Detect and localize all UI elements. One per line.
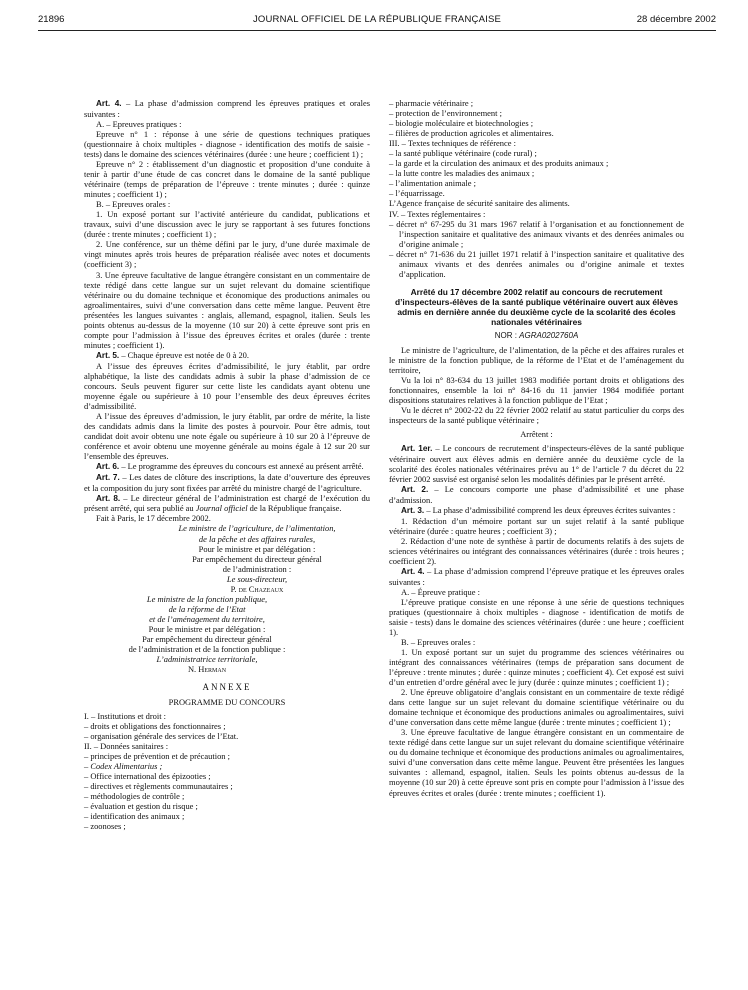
signature-line: Le ministre de l’agriculture, de l’alimentation, — [178, 523, 336, 534]
list-item: – Codex Alimentarius ; — [84, 761, 163, 772]
list-item: – biologie moléculaire et biotechnologies ; — [389, 118, 534, 129]
signature-block-1 — [84, 523, 370, 593]
paragraph: 1. Un exposé portant sur l’activité antérieure du candidat, publications et travaux, suivi d’une discussion avec le jury se rapportant à ses futures fonctions (durée : trente minutes ; coefficient 1) ; — [84, 209, 370, 240]
article-label: Art. 1er. — [401, 444, 433, 454]
signature-line: Le ministre de la fonction publique, — [146, 593, 268, 604]
section-heading: B. – Epreuves orales : — [401, 636, 476, 647]
list-item: – l’alimentation animale ; — [389, 178, 476, 189]
article-label: Art. 3. — [401, 505, 425, 515]
list-item: – décret n° 71-636 du 21 juillet 1971 relatif à l’inspection sanitaire et qualitative des animaux vivants et des denrées animales ou d’origine animale et textes d’application. — [389, 248, 684, 279]
article-text: – Le programme des épreuves du concours est annexé au présent arrêté. — [119, 461, 364, 472]
list-item: – pharmacie vétérinaire ; — [389, 98, 474, 108]
signature-line: Par empêchement du directeur général — [142, 634, 272, 644]
signature-date: Fait à Paris, le 17 décembre 2002. — [96, 513, 211, 524]
list-item: – protection de l’environnement ; — [389, 108, 502, 119]
arretent: Arrêtent : — [520, 429, 553, 440]
list — [389, 148, 684, 198]
signature-line: et de l’aménagement du territoire, — [149, 613, 265, 624]
article-text: – La phase d’admission comprend l’épreuve pratique et les épreuves orales suivantes : — [389, 565, 684, 587]
article-text: de la République française. — [247, 503, 342, 514]
article-label: Art. 4. — [401, 566, 425, 576]
nor-code: AGRA0202760A — [519, 331, 579, 341]
section-heading: III. – Textes techniques de référence : — [389, 138, 516, 149]
list-item: – zoonoses ; — [84, 821, 126, 832]
article-label: Art. 5. — [96, 350, 120, 360]
signature-line: de la réforme de l’Etat — [168, 603, 246, 614]
list — [84, 721, 370, 741]
article-text: – Le concours comporte une phase d’admissibilité et une phase d’admission. — [389, 483, 684, 505]
paragraph: 2. Rédaction d’une note de synthèse à partir de documents relatifs à des sujets de sciences vétérinaires ou intégrant des connaissances vétérinaires (durée : trois heures ; coefficient 2). — [389, 535, 684, 566]
list-item: – identification des animaux ; — [84, 811, 185, 822]
signature-line: de l’administration : — [222, 563, 292, 574]
list-item: – la santé publique vétérinaire (code rural) ; — [389, 148, 537, 159]
list-item: – évaluation et gestion du risque ; — [84, 801, 198, 812]
list-item: – organisation générale des services de l’Etat. — [84, 731, 239, 742]
journal-ref: Journal officiel — [195, 503, 248, 514]
list-item: – filières de production agricoles et alimentaires. — [389, 128, 554, 139]
list-item: – décret n° 67-295 du 31 mars 1967 relatif à l’organisation et au fonctionnement de l’inspection sanitaire et qualitative des animaux vivants et des denrées animales ou d’origine animale ; — [389, 218, 684, 249]
paragraph: L’épreuve pratique consiste en une réponse à une série de questions techniques pratiques (questionnaire à choix multiples - diagnose - identification de motifs de saisie - tests) dans le domaine des sciences vétérinaires (durée : une heure ; coefficient 1). — [389, 596, 684, 637]
list-item: – méthodologies de contrôle ; — [84, 791, 185, 802]
list-item: – la lutte contre les maladies des animaux ; — [389, 168, 535, 179]
signature-block-2 — [84, 594, 370, 674]
article-label: Art. 2. — [401, 484, 429, 494]
article-text: – Le concours de recrutement d’inspecteurs-élèves de la santé publique vétérinaire ouvert aux élèves admis en dernière année du deuxième cycle de la scolarité des écoles nationales vétérinaires prévu au 1° de l’article 7 du décret du 22 février 2002 susvisé est organisé selon les modalités définies par le présent arrêté. — [389, 443, 684, 484]
right-column — [389, 98, 684, 798]
article-text: – Le directeur général de l’administration est chargé de l’exécution du présent arrêté, qui sera publié au — [84, 492, 370, 514]
page-number: 21896 — [38, 14, 65, 25]
programme-title: PROGRAMME DU CONCOURS — [168, 696, 286, 707]
list — [84, 751, 370, 831]
article-label: Art. 7. — [96, 472, 120, 482]
article-text: – La phase d’admissibilité comprend les deux épreuves écrites suivantes : — [424, 504, 676, 515]
paragraph: Vu le décret n° 2002-22 du 22 février 2002 relatif au statut particulier du corps des inspecteurs de la santé publique vétérinaire ; — [389, 404, 684, 425]
signatory-name: N. Herman — [187, 664, 227, 675]
section-heading: B. – Epreuves orales : — [96, 199, 171, 210]
section-heading: II. – Données sanitaires : — [84, 741, 169, 752]
list-item: – la garde et la circulation des animaux et des produits animaux ; — [389, 158, 609, 169]
article-text: – La phase d’admission comprend les épreuves pratiques et orales suivantes : — [84, 98, 370, 119]
article-label: Art. 6. — [96, 462, 120, 472]
list — [389, 219, 684, 279]
list — [389, 98, 684, 138]
list-item: – droits et obligations des fonctionnaires ; — [84, 720, 226, 731]
signatory-name: P. de Chazeaux — [230, 583, 284, 594]
signature-line: de l’administration et de la fonction publique : — [128, 644, 286, 655]
list-item: – l’équarrissage. — [389, 188, 445, 199]
article-text: – Les dates de clôture des inscriptions, la date d’ouverture des épreuves et la composition du jury sont fixées par arrêté du ministre chargé de l’agriculture. — [84, 471, 370, 493]
section-heading: A. – Epreuves pratiques : — [96, 118, 182, 129]
paragraph: 3. Une épreuve facultative de langue étrangère consistant en un commentaire de texte rédigé dans cette langue sur un sujet relevant du domaine scientifique vétérinaire ou du domaine technique et économique des productions animales ou agroalimentaires, suivi d’une conversation dans cette même langue. Peuvent être présentées les langues suivantes : allemand, espagnol, italien. Seuls les points obtenus au-dessus de la moyenne (10 sur 20) à cette épreuve sont pris en compte pour l’admission à l’issue des épreuves écrites et orales (durée : trente minutes ; coefficient 1). — [389, 727, 684, 798]
paragraph: A l’issue des épreuves écrites d’admissibilité, le jury établit, par ordre alphabétique, la liste des candidats admis à subir la phase d’admission de ce concours. Seuls peuvent figurer sur cette liste les candidats ayant obtenu une moyenne égale ou supérieure à 10 pour l’ensemble des deux épreuves écrites d’admissibilité. — [84, 360, 370, 411]
paragraph: 2. Une épreuve obligatoire d’anglais consistant en un commentaire de texte rédigé dans cette langue sur un sujet relevant du domaine scientifique vétérinaire ou du domaine technique et économique des productions animales ou agroalimentaires, suivi d’une conversation dans cette même langue (durée : trente minutes ; coefficient 1) ; — [389, 687, 684, 728]
arrete-title: Arrêté du 17 décembre 2002 relatif au concours de recrutement d’inspecteurs-élèves de la santé publique vétérinaire ouvert aux élèves admis en dernière année du deuxième cycle de la scolarité des écoles nationales vétérinaires — [394, 286, 678, 328]
article-text: – Chaque épreuve est notée de 0 à 20. — [119, 349, 250, 360]
section-heading: I. – Institutions et droit : — [84, 710, 167, 721]
paragraph: Epreuve n° 2 : établissement d’un diagnostic et proposition d’une conduite à tenir à partir d’une étude de cas concret dans le domaine de la santé publique vétérinaire (temps de préparation de l’épreuve : trente minutes ; durée : quinze minutes ; coefficient 1) ; — [84, 158, 370, 200]
nor-reference — [389, 331, 684, 341]
header-rule — [38, 30, 716, 31]
issue-date: 28 décembre 2002 — [636, 14, 716, 25]
paragraph: 2. Une conférence, sur un thème défini par le jury, d’une durée maximale de vingt minutes après trois heures de préparation réalisée avec notes et documents (coefficient 3) ; — [84, 239, 370, 270]
paragraph: 1. Rédaction d’un mémoire portant sur un sujet relatif à la santé publique vétérinaire (durée : quatre heures ; coefficient 3) ; — [389, 515, 684, 536]
list-item: – directives et règlements communautaires ; — [84, 781, 233, 792]
left-column — [84, 98, 370, 832]
paragraph: A l’issue des épreuves d’admission, le jury établit, par ordre de mérite, la liste des candidats admis dans la limite des postes à pourvoir. Pour être admis, tout candidat doit avoir obtenu une note égale ou supérieure à 10 sur 20 à l’épreuve de conférence et avoir obtenu une moyenne générale au moins égale à 12 sur 20 sur l’ensemble des épreuves. — [84, 410, 370, 462]
signature-line: Pour le ministre et par délégation : — [198, 543, 316, 554]
signature-line: Pour le ministre et par délégation : — [148, 623, 266, 634]
signature-line: Par empêchement du directeur général — [192, 553, 322, 564]
list-item: – Office international des épizooties ; — [84, 771, 211, 782]
section-heading: IV. – Textes réglementaires : — [389, 208, 486, 219]
paragraph: Le ministre de l’agriculture, de l’alimentation, de la pêche et des affaires rurales et le ministre de la fonction publique, de la réforme de l’Etat et de l’aménagement du territoire, — [389, 344, 684, 375]
signature-line: L’administratrice territoriale, — [156, 654, 258, 665]
paragraph: 3. Une épreuve facultative de langue étrangère consistant en un commentaire de texte rédigé dans cette langue sur un sujet relevant du domaine scientifique vétérinaire ou du domaine technique et économique des productions animales ou agroalimentaires, suivi d’une conversation dans cette même langue. Peuvent être présentées les langues suivantes : anglais, allemand, espagnol, italien. Seuls les points obtenus au-dessus de la moyenne (10 sur 20) à cette épreuve sont pris en compte pour l’admission à l’issue des épreuves écrites et orales (durée : trente minutes ; coefficient 1). — [84, 269, 370, 350]
paragraph: Epreuve n° 1 : réponse à une série de questions techniques pratiques (questionnaire à choix multiples - diagnose - identification des motifs de saisie - tests) dans le domaine des sciences vétérinaires (durée : une heure ; coefficient 1) ; — [84, 128, 370, 159]
paragraph: Vu la loi n° 83-634 du 13 juillet 1983 modifiée portant droits et obligations des fonctionnaires, ensemble la loi n° 84-16 du 11 janvier 1984 modifiée portant dispositions statutaires relatives à la fonction publique de l’Etat ; — [389, 374, 684, 405]
signature-line: de la pêche et des affaires rurales, — [198, 533, 316, 544]
article-label: Art. 4. — [96, 99, 122, 108]
nor-label: NOR : — [494, 331, 520, 341]
page-header — [38, 14, 716, 30]
journal-title: JOURNAL OFFICIEL DE LA RÉPUBLIQUE FRANÇAISE — [252, 14, 502, 25]
paragraph: L’Agence française de sécurité sanitaire des aliments. — [389, 198, 570, 209]
section-heading: A. – Épreuve pratique : — [401, 586, 480, 597]
list-item: – principes de prévention et de précaution ; — [84, 751, 230, 762]
signature-line: Le sous-directeur, — [226, 573, 288, 584]
paragraph: 1. Un exposé portant sur un sujet du programme des sciences vétérinaires ou intégrant des connaissances vétérinaires (temps de préparation sans document de l’épreuve : trente minutes ; durée : quinze minutes ; coefficient 4). Cet exposé est suivi d’un entretien d’ordre général avec le jury (durée : quinze minutes ; coefficient 1) ; — [389, 646, 684, 687]
annexe-title: ANNEXE — [202, 682, 252, 693]
article-label: Art. 8. — [96, 493, 121, 503]
